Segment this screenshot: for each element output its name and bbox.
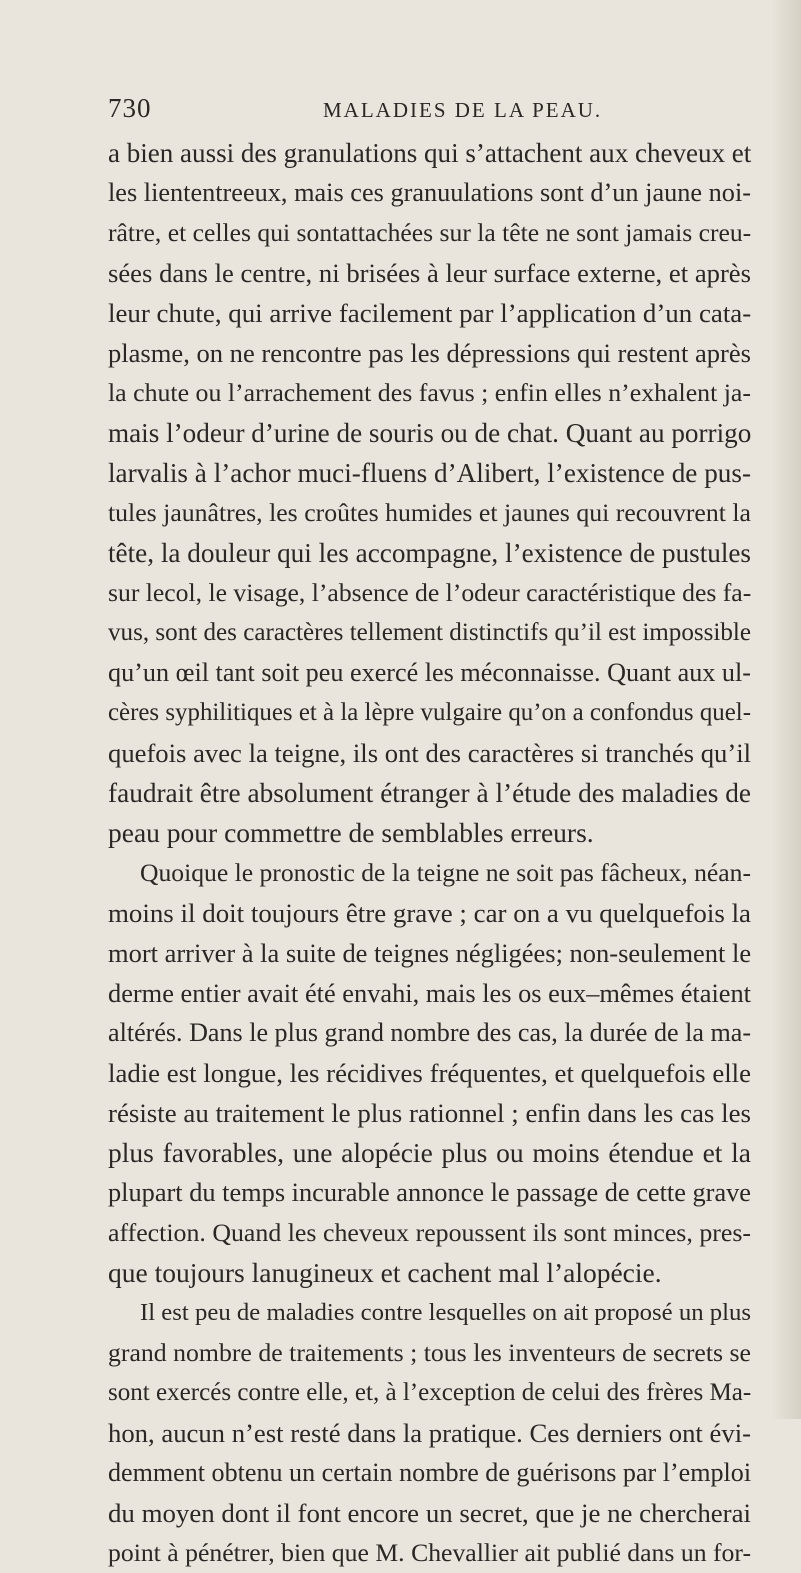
text-line: plupart du temps incurable annonce le passage de cette grave xyxy=(108,1178,751,1207)
text-line: faudrait être absolument étranger à l’étude des maladies de xyxy=(108,778,751,808)
text-line: sées dans le centre, ni brisées à leur surface externe, et après xyxy=(108,258,751,288)
paragraph-end-line: que toujours lanugineux et cachent mal l’alopécie. xyxy=(108,1257,662,1288)
text-line: leur chute, qui arrive facilement par l’application d’un cata- xyxy=(108,298,752,328)
text-line: plus favorables, une alopécie plus ou moins étendue et la xyxy=(108,1137,751,1168)
page-number: 730 xyxy=(108,93,152,123)
paragraph-start-line: Quoique le pronostic de la teigne ne soit pas fâcheux, néan- xyxy=(140,858,751,887)
text-line: altérés. Dans le plus grand nombre des cas, la durée de la ma- xyxy=(108,1018,752,1047)
text-line: sont exercés contre elle, et, à l’exception de celui des frères Ma- xyxy=(108,1379,752,1406)
paragraph-start-line: Il est peu de maladies contre lesquelles on ait proposé un plus xyxy=(140,1299,752,1326)
text-line: affection. Quand les cheveux repoussent ils sont minces, pres- xyxy=(108,1218,751,1247)
text-line: vus, sont des caractères tellement distinctifs qu’il est impossible xyxy=(108,619,751,646)
text-line: résiste au traitement le plus rationnel ; enfin dans les cas les xyxy=(108,1098,751,1128)
text-line: grand nombre de traitements ; tous les inventeurs de secrets se xyxy=(108,1338,751,1367)
text-line: moins il doit toujours être grave ; car on a vu quelquefois la xyxy=(108,898,751,928)
text-line: cères syphilitiques et à la lèpre vulgaire qu’on a confondus quel- xyxy=(108,699,751,726)
running-head: MALADIES DE LA PEAU. xyxy=(323,98,603,122)
paragraph-end-line: peau pour commettre de semblables erreurs. xyxy=(108,817,594,848)
text-line: mais l’odeur d’urine de souris ou de chat. Quant au porrigo xyxy=(108,418,752,448)
text-line: les liententreeux, mais ces granuulations sont d’un jaune noi- xyxy=(108,178,751,207)
text-line: larvalis à l’achor muci-fluens d’Alibert, l’existence de pus- xyxy=(108,458,751,488)
text-line: tules jaunâtres, les croûtes humides et jaunes qui recouvrent la xyxy=(108,498,751,527)
text-line: du moyen dont il font encore un secret, que je ne chercherai xyxy=(108,1498,751,1528)
text-line: plasme, on ne rencontre pas les dépressions qui restent après xyxy=(108,338,751,368)
text-line: la chute ou l’arrachement des favus ; enfin elles n’exhalent ja- xyxy=(108,378,751,407)
text-line: point à pénétrer, bien que M. Chevallier ait publié dans un for- xyxy=(108,1538,751,1567)
page-header xyxy=(108,93,748,133)
text-line: hon, aucun n’est resté dans la pratique. Ces derniers ont évi- xyxy=(108,1418,751,1448)
text-line: a bien aussi des granulations qui s’attachent aux cheveux et xyxy=(108,138,752,168)
text-line: quefois avec la teigne, ils ont des caractères si tranchés qu’il xyxy=(108,738,751,768)
text-line: tête, la douleur qui les accompagne, l’existence de pustules xyxy=(108,538,751,568)
text-line: ladie est longue, les récidives fréquentes, et quelquefois elle xyxy=(108,1058,751,1088)
text-line: sur lecol, le visage, l’absence de l’odeur caractéristique des fa- xyxy=(108,578,752,607)
page-edge-shadow xyxy=(771,0,801,1419)
text-line: qu’un œil tant soit peu exercé les méconnaisse. Quant aux ul- xyxy=(108,658,751,687)
text-line: râtre, et celles qui sontattachées sur la tête ne sont jamais creu- xyxy=(108,218,752,247)
text-line: derme entier avait été envahi, mais les os eux–mêmes étaient xyxy=(108,978,752,1008)
text-line: demment obtenu un certain nombre de guérisons par l’emploi xyxy=(108,1458,752,1487)
text-line: mort arriver à la suite de teignes négligées; non-seulement le xyxy=(108,938,752,968)
